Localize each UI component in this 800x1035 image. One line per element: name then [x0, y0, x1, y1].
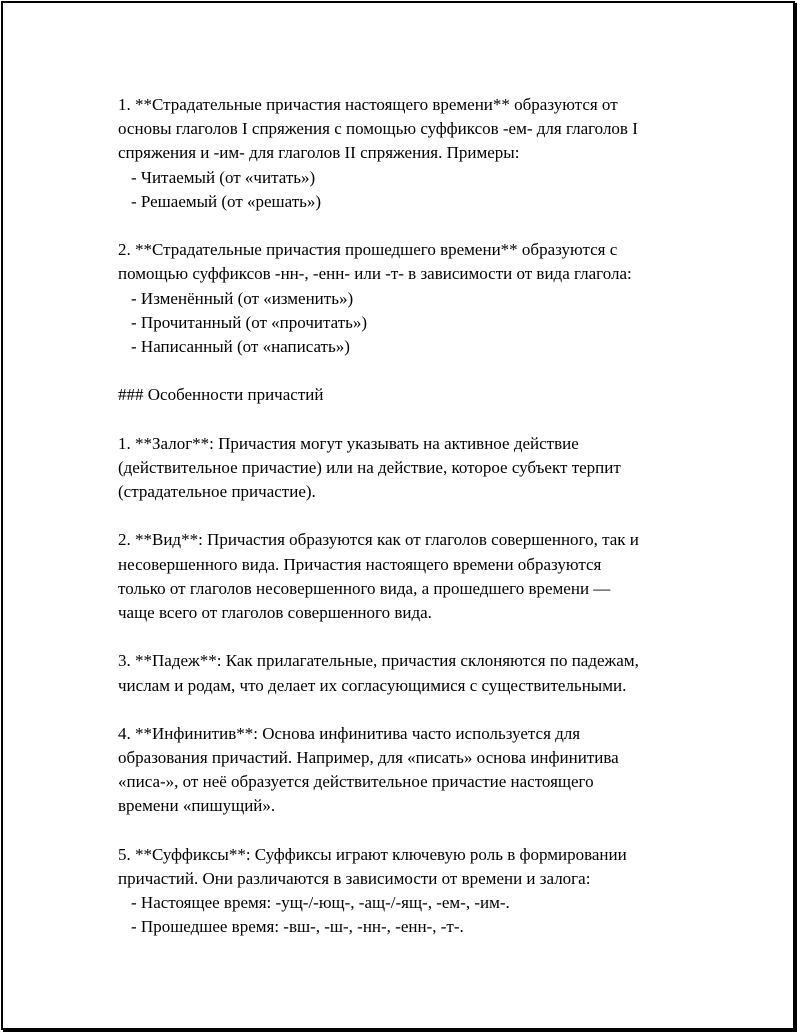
paragraph-gap: [118, 214, 718, 238]
text-line: спряжения и -им- для глаголов II спряжения. Примеры:: [118, 143, 520, 163]
text-line: 5. **Суффиксы**: Суффиксы играют ключевую роль в формировании: [118, 844, 627, 864]
text-line: несовершенного вида. Причастия настоящего времени образуются: [118, 554, 602, 574]
paragraph-suffixes: [118, 843, 718, 940]
paragraph-gap: [118, 407, 718, 431]
document-body: [118, 93, 718, 940]
text-line: числам и родам, что делает их согласующимися с существительными.: [118, 675, 627, 695]
list-item: - Прочитанный (от «прочитать»): [131, 312, 368, 332]
section-heading: [118, 383, 718, 407]
text-line: (действительное причастие) или на действие, которое субъект терпит: [118, 457, 621, 477]
paragraph-passive-present: [118, 93, 718, 214]
list-item: - Прошедшее время: -вш-, -ш-, -нн-, -енн-, -т-.: [131, 917, 464, 937]
paragraph-gap: [118, 504, 718, 528]
paragraph-gap: [118, 625, 718, 649]
text-line: 2. **Вид**: Причастия образуются как от глаголов совершенного, так и: [118, 530, 639, 550]
paragraph-gap: [118, 819, 718, 843]
list-item: - Решаемый (от «решать»): [131, 191, 322, 211]
text-line: 3. **Падеж**: Как прилагательные, причастия склоняются по падежам,: [118, 651, 639, 671]
text-line: чаще всего от глаголов совершенного вида.: [118, 602, 432, 622]
list-item: - Настоящее время: -ущ-/-ющ-, -ащ-/-ящ-, -ем-, -им-.: [131, 893, 510, 913]
text-line: помощью суффиксов -нн-, -енн- или -т- в зависимости от вида глагола:: [118, 264, 632, 284]
list-item: - Изменённый (от «изменить»): [131, 288, 354, 308]
paragraph-gap: [118, 698, 718, 722]
text-line: только от глаголов несовершенного вида, а прошедшего времени —: [118, 578, 611, 598]
list-item: - Написанный (от «написать»): [131, 336, 350, 356]
text-line: 1. **Страдательные причастия настоящего времени** образуются от: [118, 95, 618, 114]
paragraph-voice: [118, 432, 718, 505]
text-line: (страдательное причастие).: [118, 482, 316, 501]
text-line: 1. **Залог**: Причастия могут указывать на активное действие: [118, 433, 579, 453]
text-line: образования причастий. Например, для «писать» основа инфинитива: [118, 748, 619, 768]
heading-text: ### Особенности причастий: [118, 385, 324, 405]
text-line: 2. **Страдательные причастия прошедшего времени** образуются с: [118, 240, 618, 260]
paragraph-case: [118, 649, 718, 697]
paragraph-passive-past: [118, 238, 718, 359]
paragraph-aspect: [118, 528, 718, 625]
list-item: - Читаемый (от «читать»): [131, 167, 316, 187]
paragraph-gap: [118, 359, 718, 383]
text-line: основы глаголов I спряжения с помощью суффиксов -ем- для глаголов I: [118, 119, 638, 139]
text-line: причастий. Они различаются в зависимости от времени и залога:: [118, 869, 591, 888]
paragraph-infinitive: [118, 722, 718, 819]
text-line: «писа-», от неё образуется действительное причастие настоящего: [118, 772, 594, 792]
text-line: 4. **Инфинитив**: Основа инфинитива часто используется для: [118, 723, 581, 743]
text-line: времени «пишущий».: [118, 796, 276, 816]
